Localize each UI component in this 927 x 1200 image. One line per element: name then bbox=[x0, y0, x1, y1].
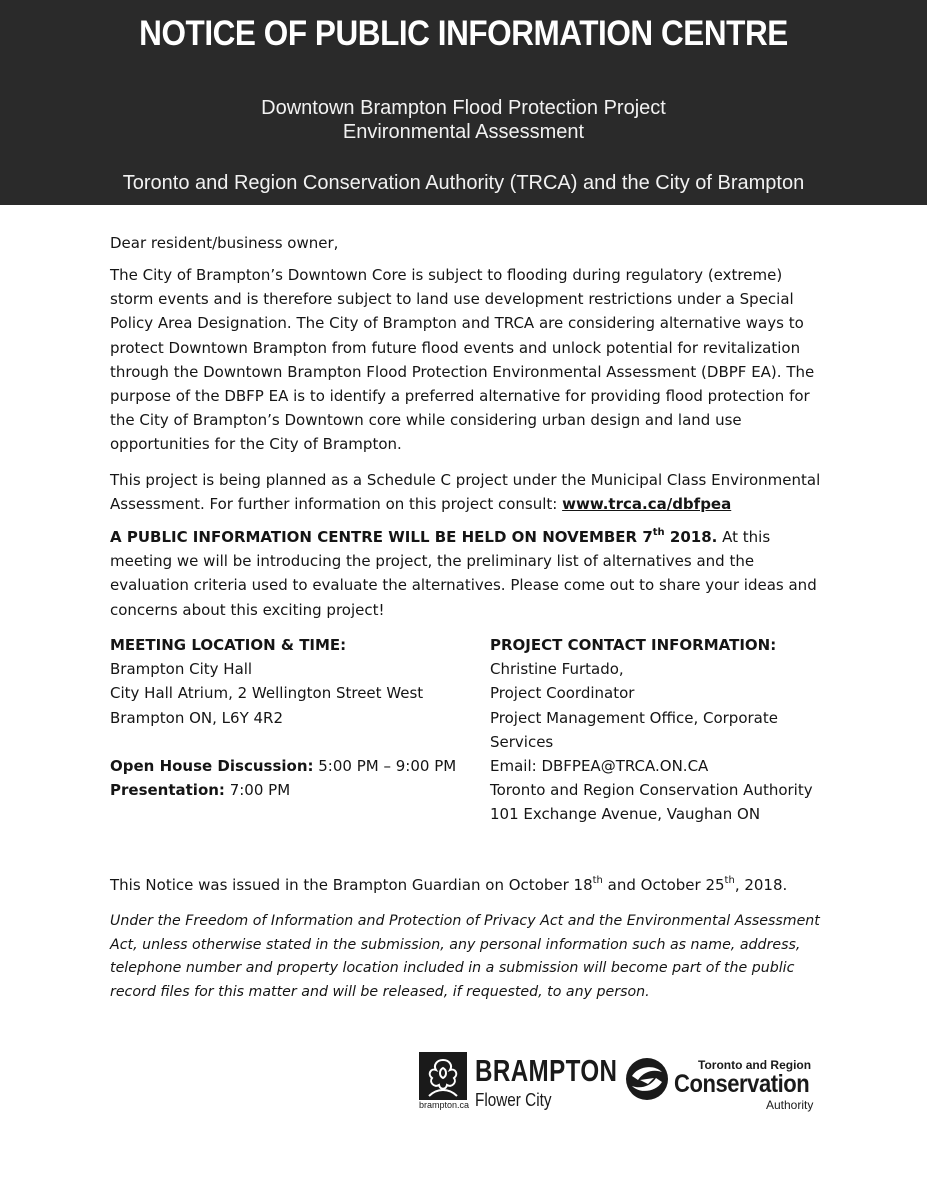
contact-column bbox=[490, 633, 813, 827]
contact-organization: Toronto and Region Conservation Authority bbox=[490, 781, 813, 800]
presentation-time-row bbox=[110, 778, 456, 802]
contact-heading: PROJECT CONTACT INFORMATION: bbox=[490, 636, 777, 654]
project-website-link[interactable]: www.trca.ca/dbfpea bbox=[562, 495, 732, 514]
meeting-location-column bbox=[110, 633, 456, 802]
meeting-address: City Hall Atrium, 2 Wellington Street West bbox=[110, 684, 424, 703]
pic-date-suffix: th bbox=[652, 527, 665, 538]
brampton-logo bbox=[417, 1050, 617, 1120]
contact-email[interactable]: Email: DBFPEA@TRCA.ON.CA bbox=[490, 757, 709, 776]
intro-paragraph: The City of Brampton’s Downtown Core is subject to flooding during regulatory (extreme) storm events and is therefore subject to land use development restrictions under a Special Policy Area Designation. The City of Brampton and TRCA are considering alternative ways to protect Downtown Brampton from future flood events and unlock potential for revitalization through the Downtown Brampton Flood Protection Environmental Assessment (DBPF EA). The purpose of the DBFP EA is to identify a preferred alternative for providing flood protection for the City of Brampton’s Downtown core while considering urban design and land use opportunities for the City of Brampton. bbox=[110, 266, 815, 454]
authority-line: Toronto and Region Conservation Authority (TRCA) and the City of Brampton bbox=[122, 172, 805, 194]
pic-announcement: A PUBLIC INFORMATION CENTRE WILL BE HELD ON NOVEMBER 7 bbox=[110, 528, 653, 546]
open-house-time-row bbox=[110, 754, 456, 778]
issued-text-end: , 2018. bbox=[734, 876, 788, 894]
header-banner bbox=[0, 0, 927, 205]
contact-office: Project Management Office, Corporate bbox=[490, 708, 778, 727]
project-title: Downtown Brampton Flood Protection Project bbox=[261, 97, 666, 119]
contact-address: 101 Exchange Avenue, Vaughan ON bbox=[490, 805, 761, 824]
trca-authority-word: Authority bbox=[766, 1098, 814, 1112]
presentation-label: Presentation: bbox=[110, 781, 225, 800]
issued-suffix-2: th bbox=[724, 875, 735, 886]
privacy-note: Under the Freedom of Information and Protection of Privacy Act and the Environmental Assessment Act, unless otherwise stated in the submission, any personal information such as name, address, telephone number and property location included in a submission will become part of the public record files for this matter and will be released, if requested, to any person. bbox=[110, 913, 820, 1000]
issued-text-start: This Notice was issued in the Brampton Guardian on October 18 bbox=[110, 876, 593, 894]
trca-name-line: Toronto and Region bbox=[698, 1058, 812, 1072]
presentation-time: 7:00 PM bbox=[224, 781, 291, 800]
project-subtitle: Environmental Assessment bbox=[342, 121, 585, 143]
pic-paragraph bbox=[110, 525, 826, 622]
contact-role: Project Coordinator bbox=[490, 684, 635, 703]
brampton-wordmark: BRAMPTON bbox=[475, 1053, 618, 1088]
pic-details: At this meeting we will be introducing the project, the preliminary list of alternatives and the evaluation criteria used to evaluate the alternatives. Please come out to share your ideas and concerns about this exciting project! bbox=[110, 528, 817, 619]
pic-year: 2018. bbox=[664, 528, 718, 546]
contact-office-cont: Services bbox=[490, 732, 554, 751]
schedule-paragraph bbox=[110, 468, 826, 516]
brampton-url: brampton.ca bbox=[419, 1100, 470, 1110]
meeting-heading: MEETING LOCATION & TIME: bbox=[110, 636, 347, 654]
greeting: Dear resident/business owner, bbox=[110, 234, 339, 252]
meeting-venue: Brampton City Hall bbox=[110, 660, 253, 679]
flower-icon bbox=[419, 1052, 467, 1100]
open-house-time: 5:00 PM – 9:00 PM bbox=[313, 756, 457, 775]
notice-title: NOTICE OF PUBLIC INFORMATION CENTRE bbox=[139, 14, 788, 53]
brampton-tagline: Flower City bbox=[475, 1090, 552, 1110]
issued-text-mid: and October 25 bbox=[602, 876, 725, 894]
trca-conservation-word: Conservation bbox=[674, 1070, 810, 1098]
trca-swirl-icon bbox=[624, 1056, 670, 1102]
contact-name: Christine Furtado, bbox=[490, 660, 624, 679]
issued-suffix-1: th bbox=[592, 875, 603, 886]
meeting-city: Brampton ON, L6Y 4R2 bbox=[110, 708, 284, 727]
open-house-label: Open House Discussion: bbox=[110, 756, 314, 775]
trca-logo bbox=[622, 1052, 822, 1122]
schedule-text: This project is being planned as a Schedule C project under the Municipal Class Environmental Assessment. For further information on this project consult: bbox=[110, 471, 821, 514]
issued-notice bbox=[110, 873, 826, 897]
